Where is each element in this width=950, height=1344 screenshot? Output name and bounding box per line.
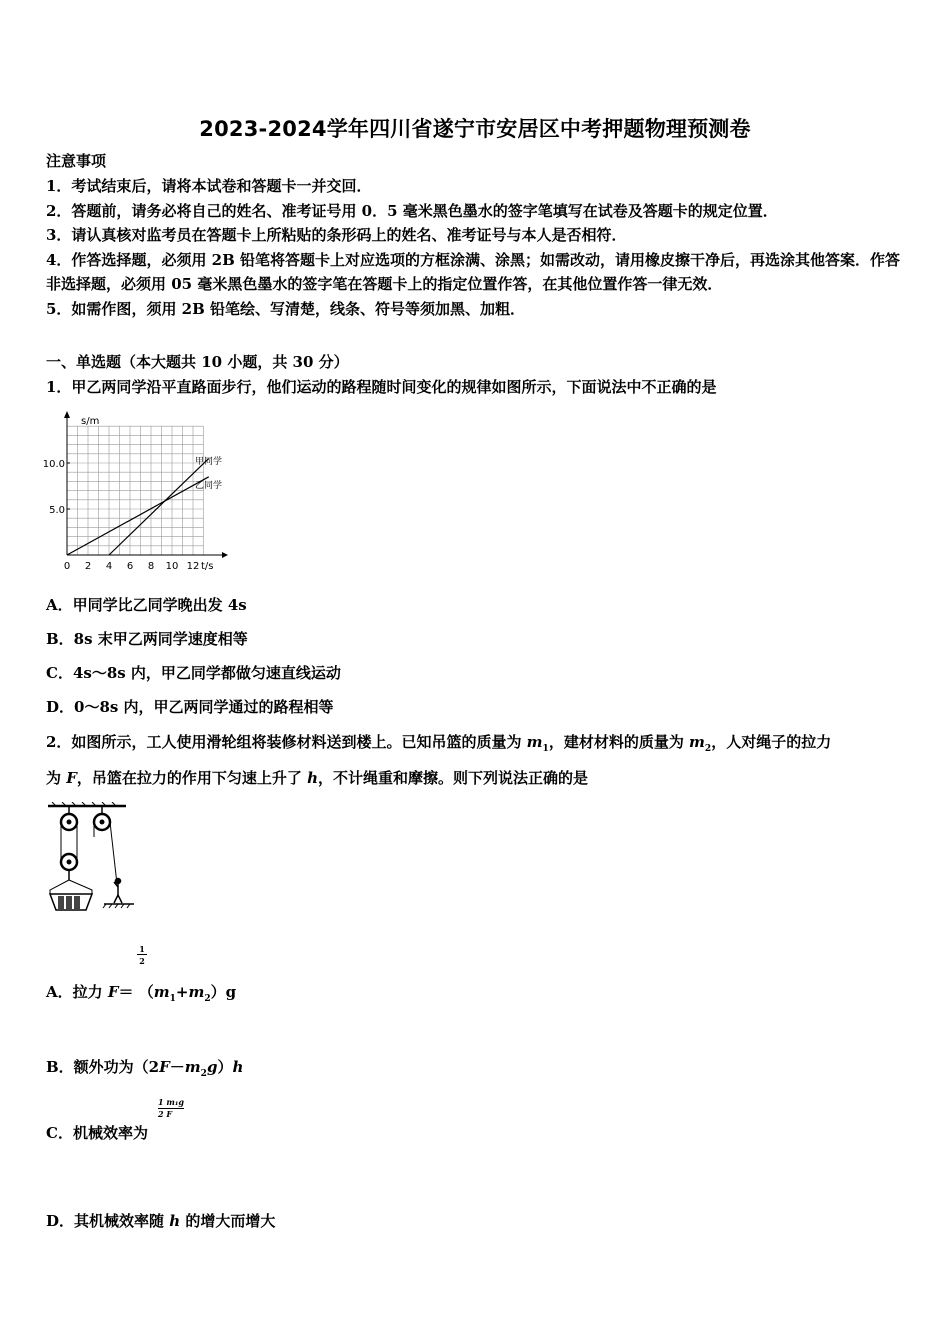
series-label: 甲同学 — [195, 457, 223, 467]
q1-option-c[interactable]: C．4s～8s 内，甲乙同学都做匀速直线运动 — [46, 664, 341, 682]
notice-list — [46, 174, 906, 321]
notice-item: 4．作答选择题，必须用 2B 铅笔将答题卡上对应选项的方框涂满、涂黑；如需改动，请用橡皮擦干净后，再选涂其他答案．作答非选择题，必须用 05 毫米黑色墨水的签字笔在答题卡上的指定位置作答，在其他位置作答一律无效． — [46, 250, 901, 293]
y-tick-label: 10.0 — [42, 459, 65, 470]
series-label: 乙同学 — [195, 481, 223, 491]
q2-option-a-fraction: 1 2 — [137, 944, 147, 966]
q2-option-a[interactable]: A．拉力 $F= (m_1+m_2)g$ — [46, 983, 237, 1004]
x-tick-label: 4 — [105, 561, 113, 572]
material — [58, 896, 64, 909]
q2-stem-line1: 2．如图所示，工人使用滑轮组将装修材料送到楼上。已知吊篮的质量为 $m_1$，建材材料的质量为 $m_2$，人对绳子的拉力 — [46, 733, 832, 754]
y-tick-label: 5.0 — [49, 505, 65, 516]
q2-option-c[interactable]: C．机械效率为 — [46, 1124, 148, 1142]
q2-option-c-fraction: $\frac{\text{1 m₁g}}{2 F}$ — [158, 1097, 184, 1119]
q1-option-a[interactable]: A．甲同学比乙同学晚出发 4s — [46, 596, 247, 614]
notice-item: 5．如需作图，须用 2B 铅笔绘、写清楚，线条、符号等须加黑、加粗． — [46, 299, 525, 318]
x-tick-label: 6 — [126, 561, 134, 572]
page-title: 2023-2024学年四川省遂宁市安居区中考押题物理预测卷 — [199, 117, 751, 141]
q2-option-b[interactable]: B．额外功为$(2F-m_2g)h$ — [46, 1058, 244, 1079]
q2-stem-line2: 为 F，吊篮在拉力的作用下匀速上升了 h，不计绳重和摩擦。则下列说法正确的是 — [46, 769, 589, 787]
notice-heading: 注意事项 — [46, 152, 107, 170]
q1-option-b[interactable]: B．8s 末甲乙两同学速度相等 — [46, 630, 248, 648]
x-axis-label: t/s — [201, 561, 214, 572]
q2-option-d[interactable]: D．其机械效率随 h 的增大而增大 — [46, 1212, 276, 1230]
y-axis-arrow — [64, 411, 70, 418]
q1-option-d[interactable]: D．0～8s 内，甲乙两同学通过的路程相等 — [46, 698, 334, 716]
x-tick-label: 8 — [147, 561, 155, 572]
material — [74, 896, 80, 909]
x-tick-label: 12 — [186, 561, 200, 572]
series-line-jia — [109, 458, 209, 555]
pulley-diagram — [42, 802, 142, 914]
section-heading: 一、单选题（本大题共 10 小题，共 30 分） — [46, 353, 349, 371]
worker-icon — [114, 879, 122, 904]
x-tick-label: 2 — [84, 561, 92, 572]
x-tick-label: 0 — [63, 561, 71, 572]
x-axis-arrow — [222, 552, 228, 558]
q1-stem: 1．甲乙两同学沿平直路面步行，他们运动的路程随时间变化的规律如图所示，下面说法中不正确的是 — [46, 378, 717, 396]
material — [66, 896, 72, 909]
y-axis-label: s/m — [81, 416, 100, 427]
notice-item: 3．请认真核对监考员在答题卡上所粘贴的条形码上的姓名、准考证号与本人是否相符． — [46, 226, 627, 244]
notice-item: 2．答题前，请务必将自己的姓名、准考证号用 0．5 毫米黑色墨水的签字笔填写在试卷及答题卡的规定位置． — [46, 201, 778, 220]
notice-item: 1．考试结束后，请将本试卷和答题卡一并交回． — [46, 177, 372, 195]
distance-time-chart — [40, 408, 240, 576]
x-tick-label: 10 — [165, 561, 179, 572]
basket-hanger — [50, 880, 92, 894]
